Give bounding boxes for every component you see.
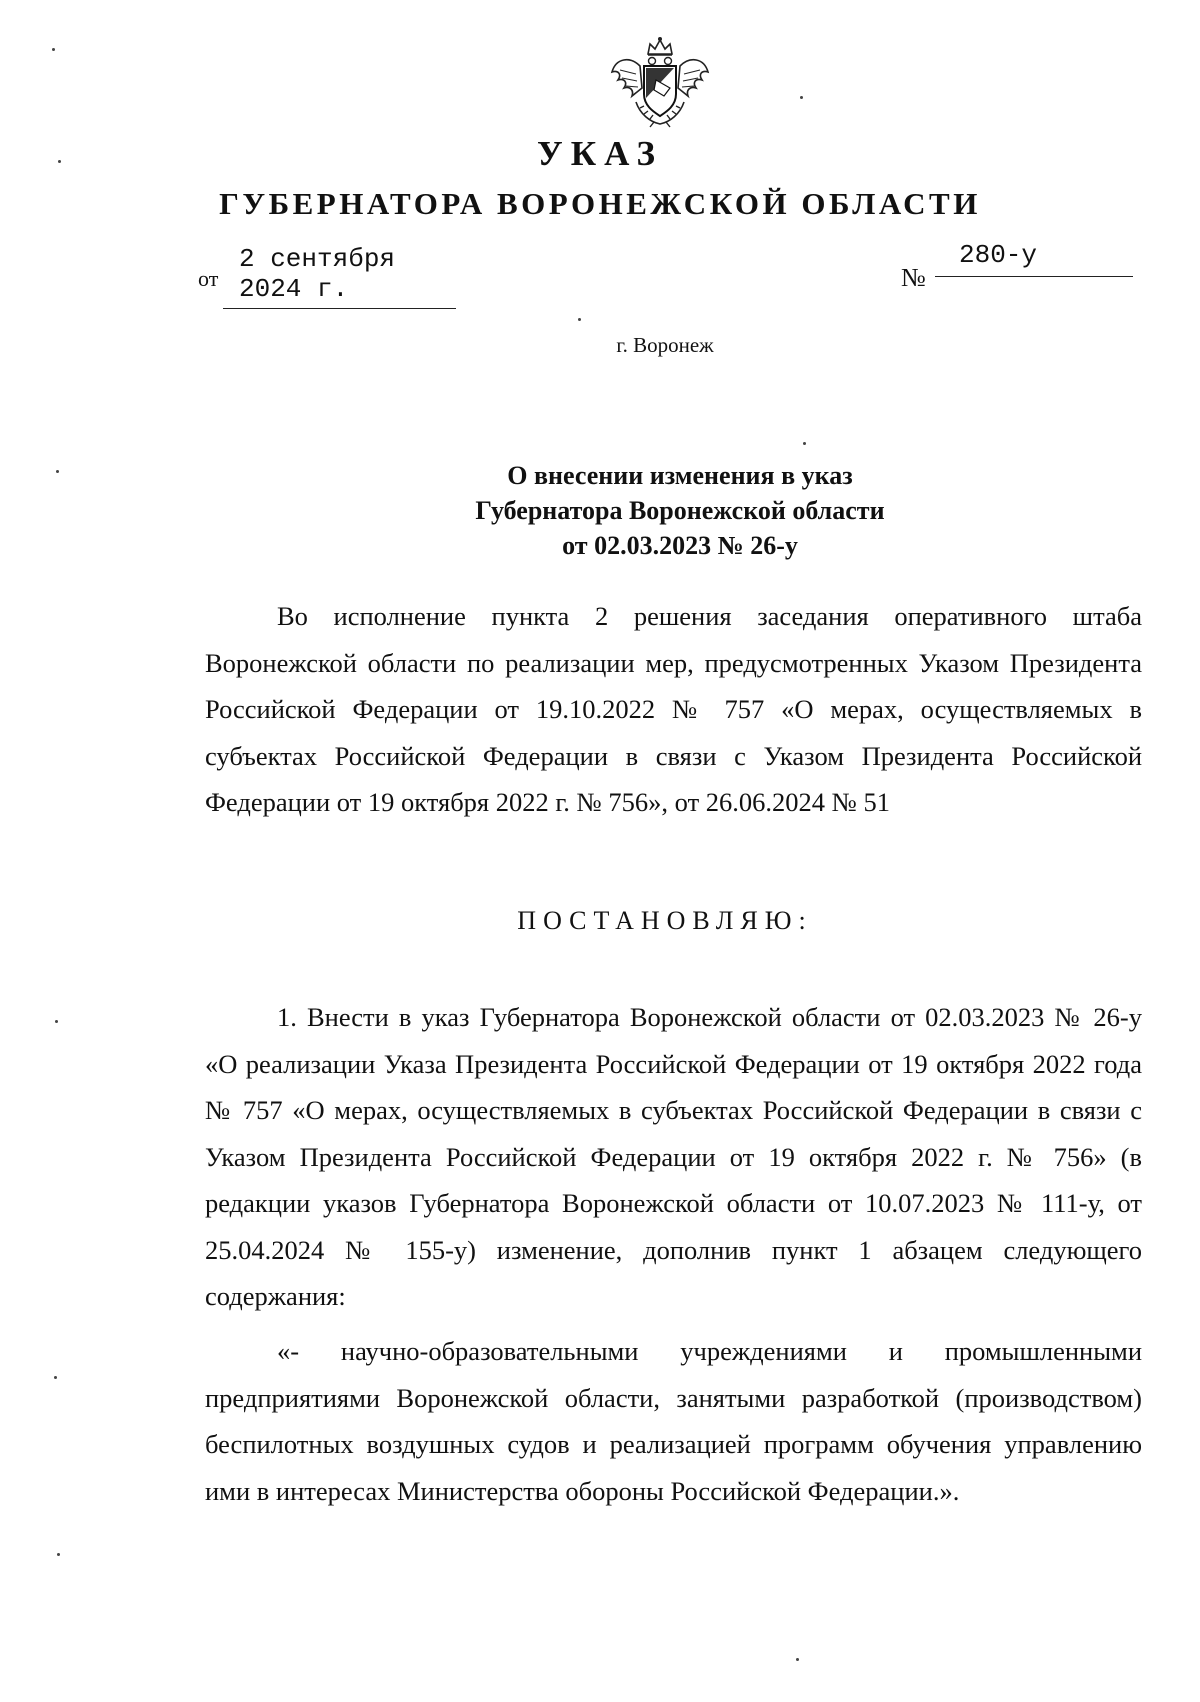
scan-speck [52, 48, 55, 51]
document-type: УКАЗ [537, 134, 663, 173]
scan-speck [57, 1553, 60, 1556]
document-date: 2 сентября 2024 г. [223, 244, 456, 309]
scan-speck [800, 96, 803, 99]
item-1-paragraph: 1. Внести в указ Губернатора Воронежской области от 02.03.2023 № 26-у «О реализации Указа Президента Российской Федерации от 19 октября 2022 года № 757 «О мерах, осуществляемых в субъектах Российской Федерации в связи с Указом Президента Российской Федерации от 19 октября 2022 г. № 756» (в редакции указов Губернатора Воронежской области от 10.07.2023 № 111-у, от 25.04.2024 № 155-у) изменение, дополнив пункт 1 абзацем следующего содержания: [205, 1002, 1142, 1311]
number-label: № [901, 263, 926, 292]
subject-line: от 02.03.2023 № 26-у [562, 531, 798, 560]
scan-speck [796, 1658, 799, 1661]
scan-speck [54, 1376, 57, 1379]
subject-line: О внесении изменения в указ [507, 461, 853, 490]
document-subject [420, 458, 940, 563]
coat-of-arms-icon [610, 36, 710, 128]
decree-heading: ПОСТАНОВЛЯЮ: [517, 906, 813, 935]
scan-speck [58, 160, 61, 163]
issue-city: г. Воронеж [616, 333, 714, 357]
item-1-quote-paragraph: «- научно-образовательными учреждениями и промышленными предприятиями Воронежской области, занятыми разработкой (производством) беспилотных воздушных судов и реализацией программ обучения управлению ими в интересах Министерства обороны Российской Федерации.». [205, 1336, 1142, 1506]
basis-paragraph: Во исполнение пункта 2 решения заседания оперативного штаба Воронежской области по реализации мер, предусмотренных Указом Президента Российской Федерации от 19.10.2022 № 757 «О мерах, осуществляемых в субъектах Российской Федерации в связи с Указом Президента Российской Федерации от 19 октября 2022 г. № 756», от 26.06.2024 № 51 [205, 601, 1142, 817]
scan-speck [803, 442, 806, 445]
scan-speck [56, 470, 59, 473]
subject-line: Губернатора Воронежской области [475, 496, 885, 525]
document-issuer: ГУБЕРНАТОРА ВОРОНЕЖСКОЙ ОБЛАСТИ [219, 186, 981, 221]
date-label: от [198, 266, 219, 291]
scan-speck [578, 318, 581, 321]
document-number: 280-у [935, 240, 1133, 277]
scan-speck [55, 1020, 58, 1023]
